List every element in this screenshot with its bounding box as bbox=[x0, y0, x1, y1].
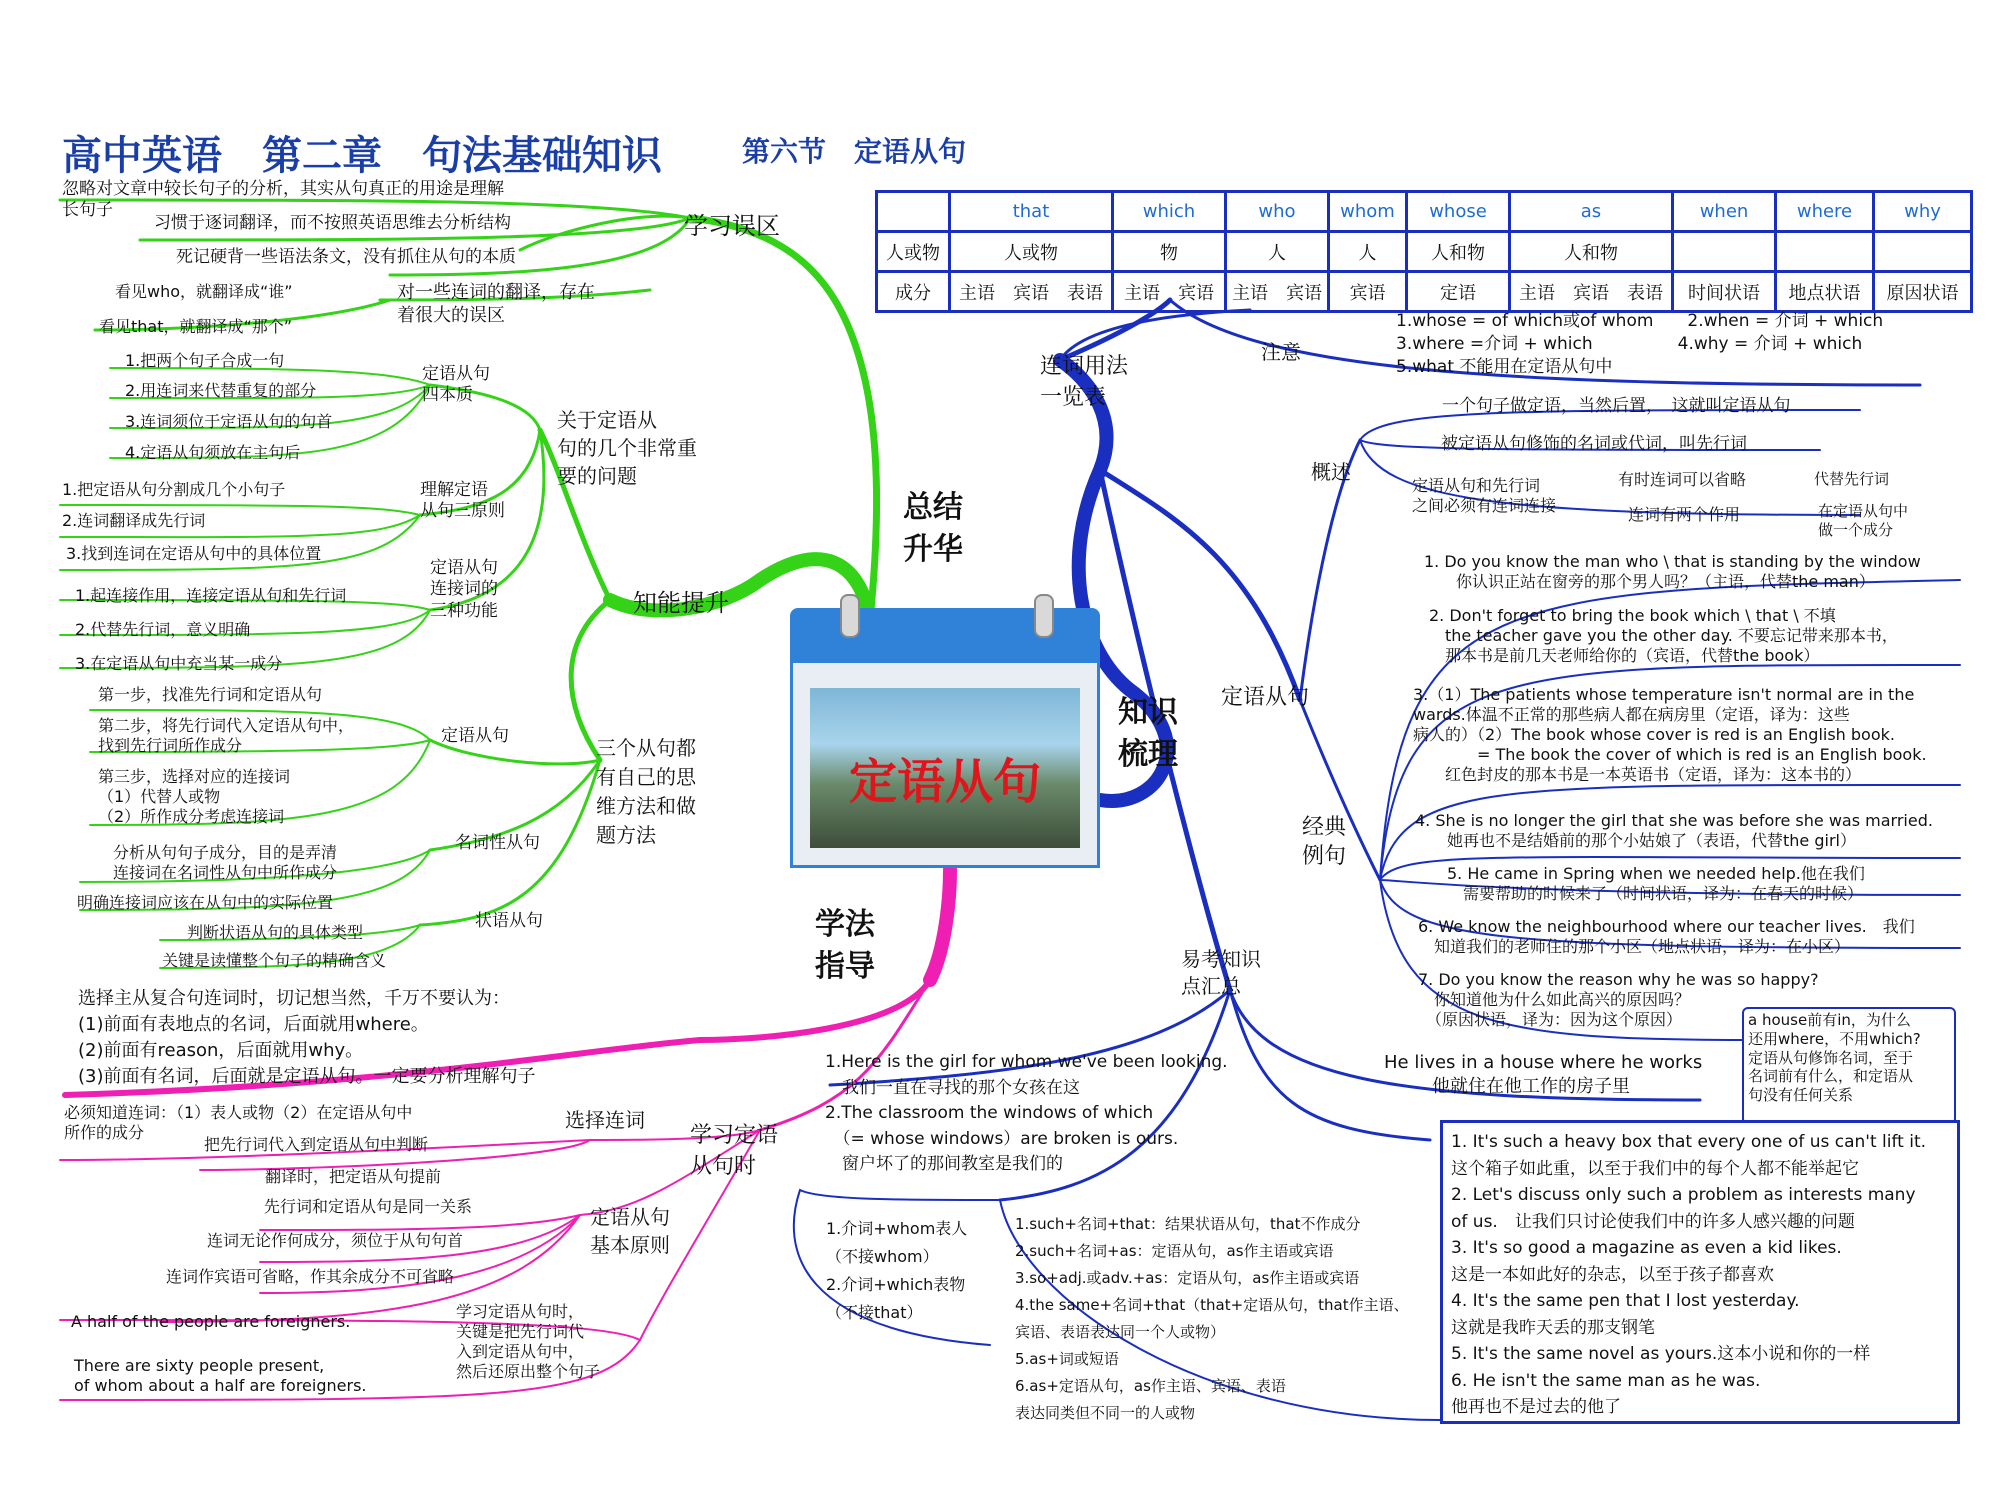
branch-zhishi: 知识 梳理 bbox=[1118, 695, 1178, 772]
table-cell: 成分 bbox=[877, 272, 950, 312]
example-item: 6. We know the neighbourhood where our teacher lives. 我们 知道我们的老师住的那个小区（地点状语，译为：在小区） bbox=[1418, 917, 1915, 956]
wuqu-item: 对一些连词的翻译，存在 着很大的误区 bbox=[397, 282, 595, 326]
table-header-cell: where bbox=[1776, 192, 1874, 232]
center-calendar-image bbox=[790, 608, 1100, 868]
node-zhineng: 知能提升 bbox=[633, 589, 729, 617]
table-header-cell: whom bbox=[1329, 192, 1407, 232]
node-jingdian: 经典 例句 bbox=[1302, 815, 1347, 869]
table-cell bbox=[1874, 232, 1972, 272]
list-item: 3.连词须位于定语从句的句首 bbox=[125, 412, 333, 431]
branch-zongjie: 总结 升华 bbox=[903, 490, 963, 567]
connector-table bbox=[875, 190, 1973, 313]
wuqu-subitem: 看见who，就翻译成“谁” bbox=[115, 282, 293, 301]
example-item: 5. He came in Spring when we needed help.他在我们 需要帮助的时候来了（时间状语，译为：在春天的时候） bbox=[1447, 864, 1865, 903]
table-cell: 主语 宾语 bbox=[1226, 272, 1329, 312]
gaishu-subitem: 连词有两个作用 bbox=[1628, 505, 1741, 524]
calendar-ring-icon bbox=[1034, 594, 1054, 638]
table-header-cell: why bbox=[1874, 192, 1972, 232]
gaishu-subitem: 在定语从句中 做一个成分 bbox=[1818, 502, 1909, 539]
list-item: 明确连接词应该在从句中的实际位置 bbox=[77, 893, 334, 912]
label-dy: 定语从句 bbox=[441, 726, 509, 746]
table-cell: 宾语 bbox=[1329, 272, 1407, 312]
principle-item: 先行词和定语从句是同一关系 bbox=[264, 1197, 473, 1216]
table-cell: 人或物 bbox=[877, 232, 950, 272]
table-cell: 人 bbox=[1329, 232, 1407, 272]
table-cell: 物 bbox=[1113, 232, 1226, 272]
label-zy: 状语从句 bbox=[475, 911, 543, 931]
table-cell: 主语 宾语 表语 bbox=[950, 272, 1113, 312]
list-item: 第一步，找准先行词和定语从句 bbox=[98, 685, 323, 704]
sticky-note bbox=[1742, 1007, 1956, 1125]
example-item: 4. She is no longer the girl that she was before she was married. 她再也不是结婚前的那个小姑娘了（表语，代替the girl） bbox=[1415, 811, 1933, 850]
calendar-ring-icon bbox=[840, 594, 860, 638]
table-header-cell: which bbox=[1113, 192, 1226, 232]
table-cell: 人 bbox=[1226, 232, 1329, 272]
list-item: 1.把定语从句分割成几个小句子 bbox=[62, 480, 286, 499]
list-item: 判断状语从句的具体类型 bbox=[187, 923, 364, 942]
wuqu-subitem: 看见that，就翻译成“那个” bbox=[99, 317, 293, 336]
node-xuanze: 选择连词 bbox=[565, 1108, 645, 1132]
node-zhuyi: 注意 bbox=[1261, 340, 1301, 364]
node-dingyu: 定语从句 bbox=[1221, 685, 1310, 710]
examples-box-text: 1. It's such a heavy box that every one of us can't lift it. 这个箱子如此重，以至于我们中的每个人都不能举起它 2. Let's discuss only such a problem as interests many of us. 让我们只讨论使我们中的许多人感兴趣的问题 3. It's so good a magazine as even a kid likes. 这是一本如此好的杂志，以至于孩子都喜欢 4. It's the same pen that I lost yesterday. 这就是我昨天丢的那支钢笔 5. It's the same novel as yours.这本小说和你的一样 6. He isn't the same man as he was. 他再也不是过去的他了 bbox=[1451, 1132, 1927, 1418]
example-item: 1. Do you know the man who \ that is standing by the window 你认识正站在窗旁的那个男人吗？（主语，代替the man） bbox=[1424, 552, 1921, 591]
list-item: 关键是读懂整个句子的精确含义 bbox=[162, 951, 387, 970]
branch-xuefa: 学法 指导 bbox=[815, 907, 875, 984]
list-item: 3.找到连词在定语从句中的具体位置 bbox=[66, 544, 322, 563]
table-header-cell: that bbox=[950, 192, 1113, 232]
table-cell: 主语 宾语 bbox=[1113, 272, 1226, 312]
principle-item: 连词无论作何成分，须位于从句句首 bbox=[207, 1231, 464, 1250]
page-title: 高中英语 第二章 句法基础知识 bbox=[62, 133, 662, 179]
examples-box bbox=[1440, 1120, 1960, 1424]
table-header-cell: when bbox=[1673, 192, 1776, 232]
zhuyi-text: 1.whose = of which或of whom 2.when = 介词 + which 3.where =介词 + which 4.why = 介词 + which 5.what 不能用在定语从句中 bbox=[1396, 311, 1884, 377]
table-cell: 主语 宾语 表语 bbox=[1510, 272, 1673, 312]
house-example: He lives in a house where he works bbox=[1384, 1052, 1703, 1073]
table-cell bbox=[1776, 232, 1874, 272]
section-title: 第六节 定语从句 bbox=[742, 135, 967, 168]
node-xuexidingyu: 学习定语 从句时 bbox=[690, 1123, 779, 1179]
gaishu-subitem: 有时连词可以省略 bbox=[1618, 470, 1747, 489]
example-item: 2. Don't forget to bring the book which \ that \ 不填 the teacher gave you the other day. 不要忘记带来那本书， 那本书是前几天老师给你的（宾语，代替the book） bbox=[1429, 606, 1898, 665]
house-translation: 他就住在他工作的房子里 bbox=[1432, 1076, 1630, 1097]
example-item: 7. Do you know the reason why he was so happy? 你知道他为什么如此高兴的原因吗？ （原因状语，译为：因为这个原因） bbox=[1418, 970, 1819, 1029]
list-item: 4.定语从句须放在主句后 bbox=[125, 443, 301, 462]
list-item: 1.起连接作用，连接定语从句和先行词 bbox=[75, 586, 347, 605]
gaishu-item: 被定语从句修饰的名词或代词，叫先行词 bbox=[1441, 434, 1747, 454]
wuqu-item: 死记硬背一些语法条文，没有抓住从句的本质 bbox=[176, 247, 516, 267]
gaishu-item: 一个句子做定语，当然后置， 这就叫定语从句 bbox=[1442, 396, 1791, 416]
node-sange: 三个从句都 有自己的思 维方法和做 题方法 bbox=[596, 736, 696, 847]
lianci-note: 把先行词代入到定语从句中判断 bbox=[204, 1135, 429, 1154]
wuqu-lead: 忽略对文章中较长句子的分析，其实从句真正的用途是理解 长句子 bbox=[62, 179, 504, 221]
table-cell bbox=[1673, 232, 1776, 272]
table-header-cell: whose bbox=[1407, 192, 1510, 232]
yikao-patterns: 1.such+名词+that：结果状语从句，that不作成分 2.such+名词+as：定语从句，as作主语或宾语 3.so+adj.或adv.+as：定语从句，as作主语或宾语 4.the same+名词+that（that+定语从句，that作主语、 宾语、表语表达同一个人或物） 5.as+词或短语 6.as+定语从句，as作主语、宾语、表语 表达同类但不同一的人或物 bbox=[1015, 1215, 1409, 1422]
example-item: 3.（1）The patients whose temperature isn't normal are in the wards.体温不正常的那些病人都在病房里（定语，译为：这些 病人的）（2）The book whose cover is red is an English book. = The book the cover of which is red is an English book. 红色封皮的那本书是一本英语书（定语，译为：这本书的） bbox=[1413, 685, 1927, 784]
example-note: 学习定语从句时， 关键是把先行词代 入到定语从句中， 然后还原出整个句子 bbox=[456, 1302, 601, 1381]
gaishu-subitem: 代替先行词 bbox=[1814, 470, 1890, 488]
list-item: 第三步，选择对应的连接词 （1）代替人或物 （2）所作成分考虑连接词 bbox=[98, 767, 291, 826]
sticky-note-text: a house前有in，为什么 还用where，不用which? 定语从句修饰名词，至于 名词前有什么，和定语从 句没有任何关系 bbox=[1748, 1011, 1921, 1104]
table-cell: 人或物 bbox=[950, 232, 1113, 272]
label-mc: 名词性从句 bbox=[455, 833, 540, 853]
node-jiben: 定语从句 基本原则 bbox=[590, 1205, 670, 1257]
list-item: 2.代替先行词，意义明确 bbox=[75, 620, 251, 639]
list-item: 第二步，将先行词代入定语从句中， 找到先行词所作成分 bbox=[98, 716, 355, 755]
table-cell: 时间状语 bbox=[1673, 272, 1776, 312]
table-header-cell: as bbox=[1510, 192, 1673, 232]
table-header-cell: who bbox=[1226, 192, 1329, 232]
example-sentence: There are sixty people present, of whom about a half are foreigners. bbox=[74, 1356, 367, 1395]
yikao-examples: 1.Here is the girl for whom we've been looking. 我们一直在寻找的那个女孩在这 2.The classroom the windows of which （= whose windows）are broken is ours. 窗户坏了的那间教室是我们的 bbox=[825, 1052, 1228, 1174]
list-item: 分析从句句子成分，目的是弄清 连接词在名词性从句中所作成分 bbox=[113, 843, 338, 882]
list-item: 2.连词翻译成先行词 bbox=[62, 511, 206, 530]
table-cell: 人和物 bbox=[1510, 232, 1673, 272]
node-xuexiwuqu: 学习误区 bbox=[684, 212, 780, 240]
list-item: 3.在定语从句中充当某一成分 bbox=[75, 654, 283, 673]
node-yikao: 易考知识 点汇总 bbox=[1181, 947, 1261, 998]
example-sentence: A half of the people are foreigners. bbox=[71, 1312, 351, 1331]
table-cell: 定语 bbox=[1407, 272, 1510, 312]
principle-item: 连词作宾语可省略，作其余成分不可省略 bbox=[166, 1267, 455, 1286]
table-cell: 地点状语 bbox=[1776, 272, 1874, 312]
table-header-cell bbox=[877, 192, 950, 232]
table-cell: 原因状语 bbox=[1874, 272, 1972, 312]
wuqu-item: 习惯于逐词翻译，而不按照英语思维去分析结构 bbox=[154, 213, 511, 233]
node-guanyu: 关于定语从 句的几个非常重 要的问题 bbox=[557, 408, 697, 488]
label-gn: 定语从句 连接词的 三种功能 bbox=[430, 558, 498, 621]
list-item: 2.用连词来代替重复的部分 bbox=[125, 381, 317, 400]
xuanze-note: 选择主从复合句连词时，切记想当然，千万不要认为： (1)前面有表地点的名词，后面就用where。 (2)前面有reason，后面就用why。 (3)前面有名词，后面就是定语从句。一定要分析理解句子 bbox=[78, 988, 536, 1088]
center-topic: 定语从句 bbox=[848, 754, 1041, 810]
table-cell: 人和物 bbox=[1407, 232, 1510, 272]
label-sy: 理解定语 从句三原则 bbox=[420, 480, 505, 522]
node-lianci: 连词用法 一览表 bbox=[1040, 354, 1129, 410]
gaishu-item: 定语从句和先行词 之间必须有连词连接 bbox=[1412, 476, 1557, 515]
lianci-note: 必须知道连词：（1）表人或物（2）在定语从句中 所作的成分 bbox=[64, 1103, 413, 1142]
node-gaishu: 概述 bbox=[1311, 460, 1351, 484]
label-sbz: 定语从句 四本质 bbox=[422, 364, 490, 406]
principle-item: 翻译时，把定语从句提前 bbox=[265, 1167, 442, 1186]
yikao-rules: 1.介词+whom表人 （不接whom） 2.介词+which表物 （不接that） bbox=[826, 1219, 968, 1322]
list-item: 1.把两个句子合成一句 bbox=[125, 351, 285, 370]
